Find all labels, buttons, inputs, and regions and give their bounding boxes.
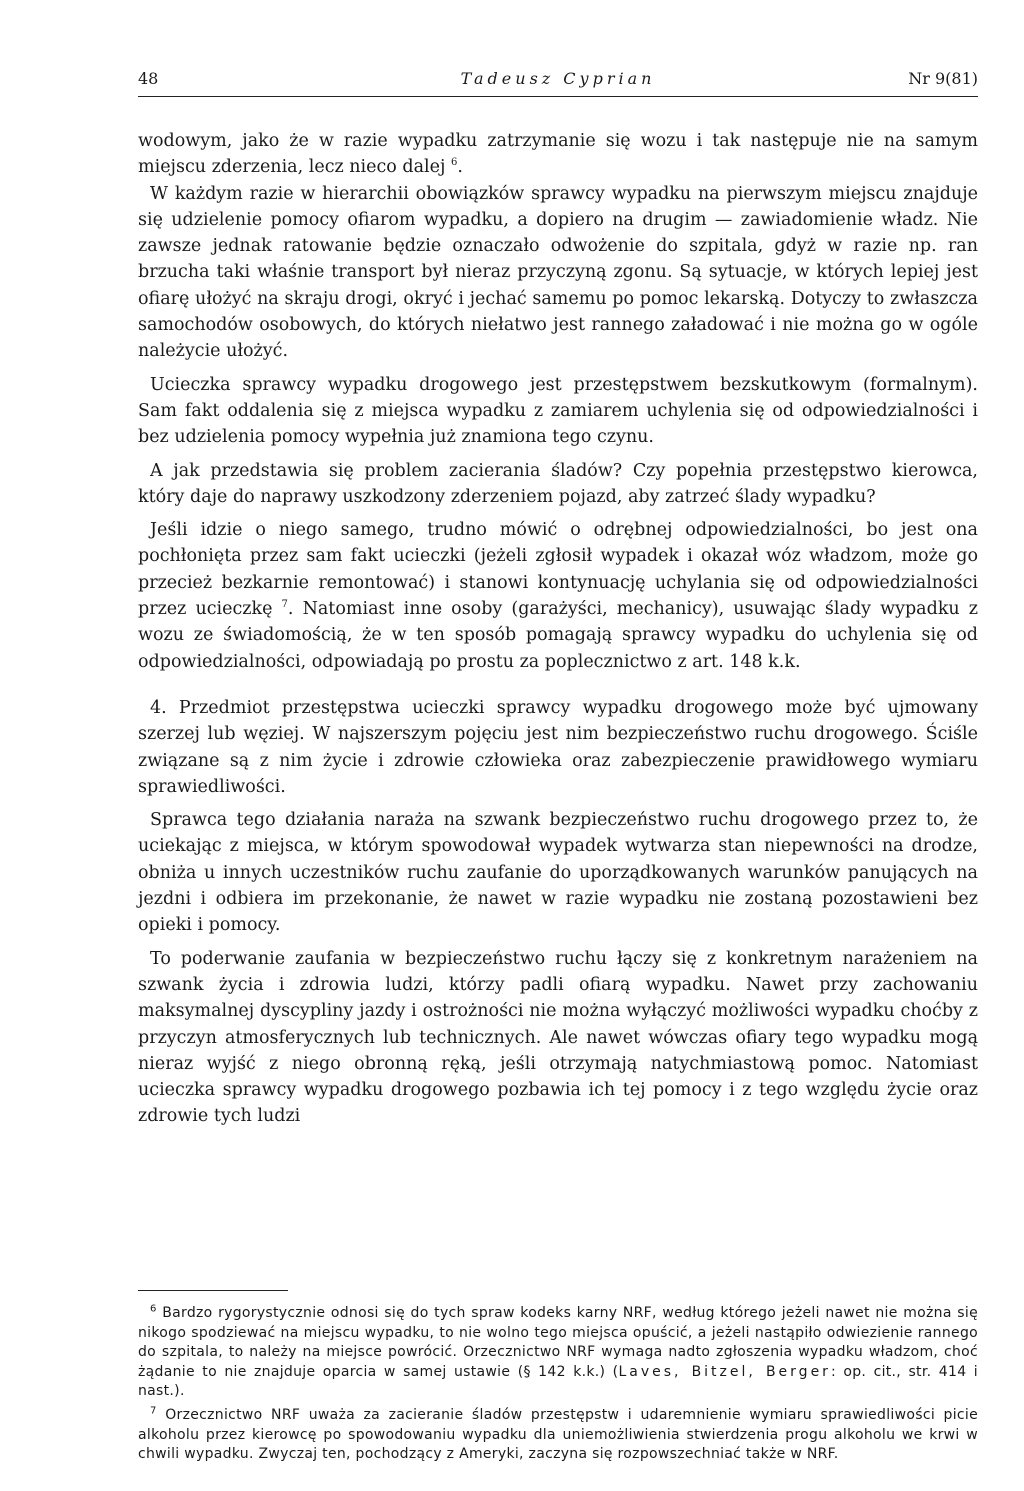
footnote-text: Bardzo rygorystycznie odnosi się do tych spraw kodeks karny NRF, według którego jeżeli nawet nie można się nikogo spodziewać na miejscu wypadku, to nie wolno tego miejsca opuścić, a jeżeli nastąpiło odwiezienie rannego do szpitala, to należy na miejsce powrócić. Orzecznictwo NRF wymaga nadto zgłoszenia wypadku władzom, choć żądanie to nie znajduje oparcia w samej ustawie (§ 142 k.k.) ( — [138, 1305, 978, 1380]
paragraph-text: Jeśli idzie o niego samego, trudno mówić o odrębnej odpowiedzialności, bo jest ona pochłonięta przez sam fakt ucieczki (jeżeli zgłosił wypadek i okazał wóz władzom, może go przecież bezkarnie remontować) i stanowi kontynuację uchylania się od odpowiedzialności przez ucieczkę — [138, 520, 978, 620]
paragraph: To poderwanie zaufania w bezpieczeństwo ruchu łączy się z konkretnym narażeniem na szwank życia i zdrowia ludzi, którzy padli ofiarą wypadku. Nawet przy zachowaniu maksymalnej dyscypliny jazdy i ostrożności nie można wyłączyć możliwości wypadku choćby z przyczyn atmosferycznych lub technicznych. Ale nawet wówczas ofiary tego wypadku mogą nieraz wyjść z niego obronną ręką, jeśli otrzymają natychmiastową pomoc. Natomiast ucieczka sprawcy wypadku drogowego pozbawia ich tej pomocy i z tego względu życie oraz zdrowie tych ludzi — [138, 948, 978, 1127]
issue-number: Nr 9(81) — [908, 69, 978, 88]
paragraph — [138, 517, 978, 675]
running-head-author: Tadeusz Cyprian — [460, 69, 656, 88]
document-page — [138, 66, 978, 1127]
paragraph — [138, 128, 978, 181]
paragraph-text: . Natomiast inne osoby (garażyści, mechanicy), usuwając ślady wypadku z wozu ze świadomością, że w ten sposób pomagają sprawcy wypadku do uchylenia się od odpowiedzialności, odpowiadają po prostu za poplecznictwo z art. 148 k.k. — [138, 599, 978, 672]
header-rule — [138, 96, 978, 97]
footnote — [138, 1406, 978, 1465]
paragraph-text: . — [457, 157, 463, 178]
footnote-text: : op. cit., str. 414 i nast.). — [138, 1363, 978, 1400]
footnote-authors: Laves, Bitzel, Berger — [618, 1363, 831, 1380]
footnote-mark: 6 — [150, 1303, 157, 1315]
footnote — [138, 1304, 978, 1402]
paragraph: W każdym razie w hierarchii obowiązków sprawcy wypadku na pierwszym miejscu znajduje się udzielenie pomocy ofiarom wypadku, a dopiero na drugim — zawiadomienie władz. Nie zawsze jednak ratowanie będzie oznaczało odwożenie do szpitala, gdyż w razie np. ran brzucha taki właśnie transport był nieraz przyczyną zgonu. Są sytuacje, w których lepiej jest ofiarę ułożyć na skraju drogi, okryć i jechać samemu po pomoc lekarską. Dotyczy to zwłaszcza samochodów osobowych, do których niełatwo jest rannego załadować i nie można go w ogóle należycie ułożyć. — [138, 183, 978, 362]
footnote-ref: 7 — [281, 599, 288, 611]
footnote-text: Orzecznictwo NRF uważa za zacieranie śladów przestępstw i udaremnienie wymiaru sprawiedliwości picie alkoholu przez kierowcę po spowodowaniu wypadku dla uniemożliwienia stwierdzenia progu alkoholu we krwi w chwili wypadku. Zwyczaj ten, pochodzący z Ameryki, zaczyna się rozpowszechniać także w NRF. — [138, 1406, 978, 1463]
paragraph: Ucieczka sprawcy wypadku drogowego jest przestępstwem bezskutkowym (formalnym). Sam fakt oddalenia się z miejsca wypadku z zamiarem uchylenia się od odpowiedzialności i bez udzielenia pomocy wypełnia już znamiona tego czynu. — [138, 374, 978, 448]
footnote-rule — [138, 1290, 288, 1291]
page-number: 48 — [138, 69, 159, 88]
footnote-mark: 7 — [150, 1405, 157, 1417]
paragraph: Sprawca tego działania naraża na szwank bezpieczeństwo ruchu drogowego przez to, że uciekając z miejsca, w którym spowodował wypadek wytwarza stan niepewności na drodze, obniża u innych uczestników ruchu zaufanie do uporządkowanych warunków panujących na jezdni i odbiera im przekonanie, że nawet w razie wypadku nie zostaną pozostawieni bez opieki i pomocy. — [138, 810, 978, 936]
main-text — [138, 128, 978, 1130]
paragraph: 4. Przedmiot przestępstwa ucieczki sprawcy wypadku drogowego może być ujmowany szerzej lub węziej. W najszerszym pojęciu jest nim bezpieczeństwo ruchu drogowego. Ściśle związane są z nim życie i zdrowie człowieka oraz zabezpieczenie prawidłowego wymiaru sprawiedliwości. — [138, 697, 978, 797]
running-header — [138, 66, 978, 92]
paragraph-text: wodowym, jako że w razie wypadku zatrzymanie się wozu i tak następuje nie na samym miejscu zderzenia, lecz nieco dalej — [138, 131, 978, 178]
paragraph: A jak przedstawia się problem zacierania śladów? Czy popełnia przestępstwo kierowca, który daje do naprawy uszkodzony zderzeniem pojazd, aby zatrzeć ślady wypadku? — [138, 460, 978, 507]
footnotes — [138, 1304, 978, 1465]
footnote-ref: 6 — [451, 157, 458, 169]
